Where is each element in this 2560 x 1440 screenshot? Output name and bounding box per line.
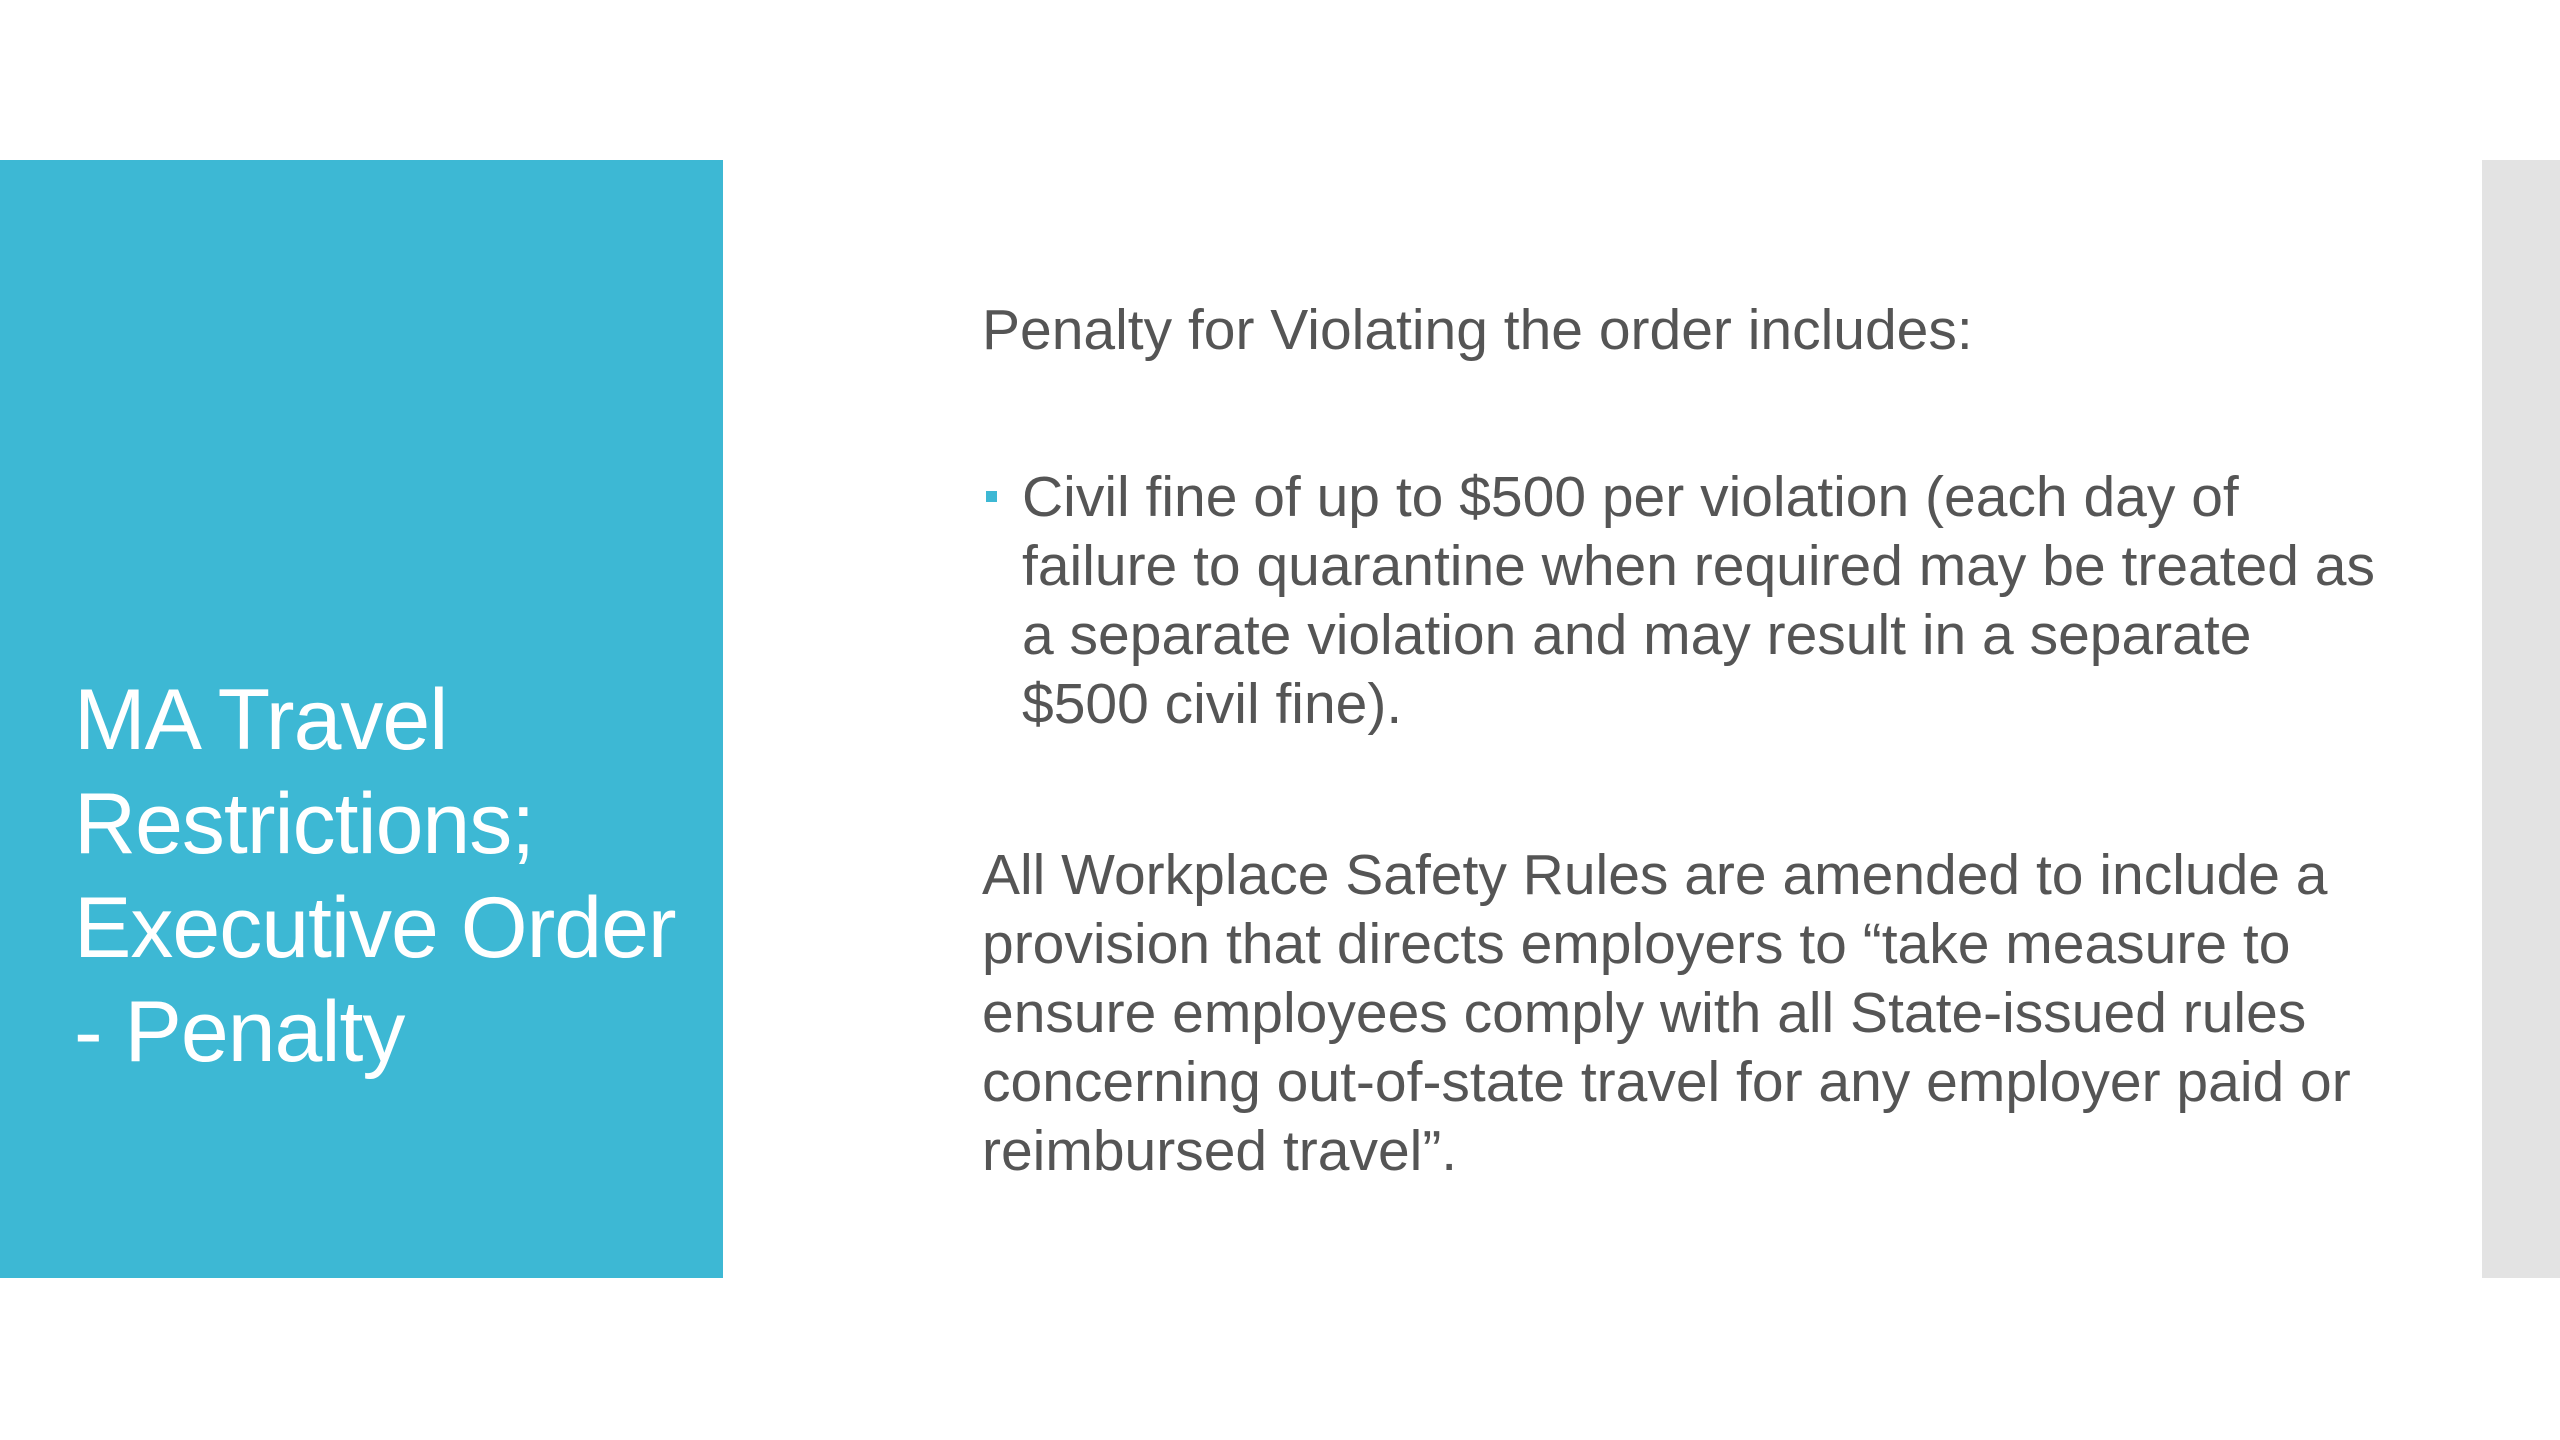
slide-title: MA Travel Restrictions; Executive Order - Penalty — [74, 672, 676, 1080]
square-bullet-icon — [986, 491, 997, 502]
slide-content — [982, 296, 2382, 1186]
bullet-item — [982, 463, 2382, 739]
title-panel — [0, 160, 723, 1278]
closing-text: All Workplace Safety Rules are amended to include a provision that directs employers to “take measure to ensure employees comply with all State-issued rules concerning out-of-state travel for any employer paid or reimbursed travel”. — [982, 843, 2351, 1183]
bullet-list — [982, 463, 2382, 739]
right-side-bar — [2482, 160, 2560, 1278]
intro-text: Penalty for Violating the order includes: — [982, 298, 1973, 362]
bullet-text: Civil fine of up to $500 per violation (each day of failure to quarantine when required may be treated as a separate violation and may result in a separate $500 civil fine). — [1022, 465, 2375, 736]
